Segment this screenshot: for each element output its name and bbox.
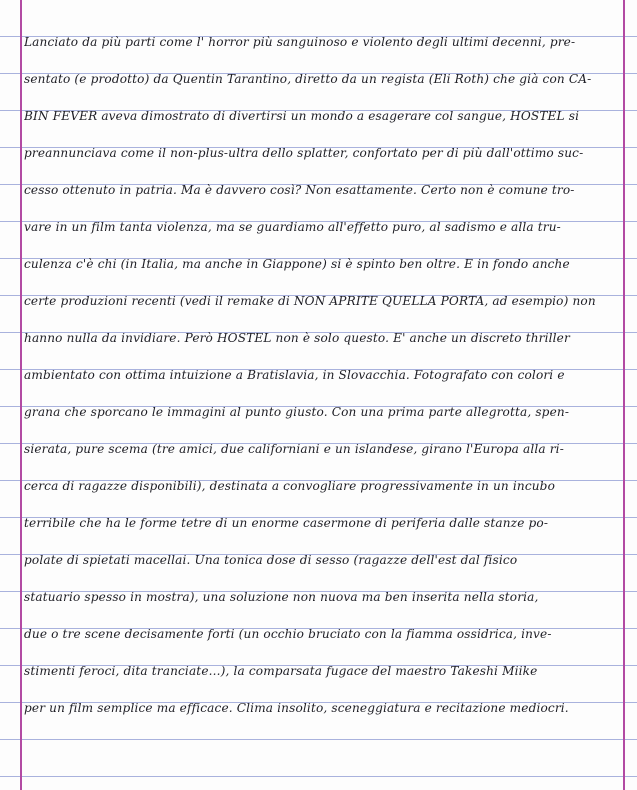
text-line: culenza c'è chi (in Italia, ma anche in Giappone) si è spinto ben oltre. E in fondo anche bbox=[24, 257, 570, 271]
text-line: due o tre scene decisamente forti (un occhio bruciato con la fiamma ossidrica, inve- bbox=[24, 627, 552, 641]
handwritten-text-body bbox=[24, 24, 620, 727]
text-line: ambientato con ottima intuizione a Bratislavia, in Slovacchia. Fotografato con colori e bbox=[24, 368, 565, 382]
text-line: Lanciato da più parti come l' horror più sanguinoso e violento degli ultimi decenni, pre- bbox=[24, 35, 576, 49]
text-line: sierata, pure scema (tre amici, due californiani e un islandese, girano l'Europa alla ri- bbox=[24, 442, 564, 456]
text-line: preannunciava come il non-plus-ultra dello splatter, confortato per di più dall'ottimo suc- bbox=[24, 146, 584, 160]
text-line: terribile che ha le forme tetre di un enorme casermone di periferia dalle stanze po- bbox=[24, 516, 549, 530]
text-line: hanno nulla da invidiare. Però HOSTEL non è solo questo. E' anche un discreto thriller bbox=[24, 331, 570, 345]
left-margin-line bbox=[20, 0, 22, 790]
text-line: BIN FEVER aveva dimostrato di divertirsi un mondo a esagerare col sangue, HOSTEL si bbox=[24, 109, 580, 123]
text-line: stimenti feroci, dita tranciate...), la comparsata fugace del maestro Takeshi Miike bbox=[24, 664, 538, 678]
text-line: vare in un film tanta violenza, ma se guardiamo all'effetto puro, al sadismo e alla tru- bbox=[24, 220, 561, 234]
text-line: statuario spesso in mostra), una soluzione non nuova ma ben inserita nella storia, bbox=[24, 590, 539, 604]
right-margin-line bbox=[623, 0, 625, 790]
text-line: cerca di ragazze disponibili), destinata a convogliare progressivamente in un incubo bbox=[24, 479, 556, 493]
text-line: certe produzioni recenti (vedi il remake di NON APRITE QUELLA PORTA, ad esempio) non bbox=[24, 294, 596, 308]
text-line: polate di spietati macellai. Una tonica dose di sesso (ragazze dell'est dal fisico bbox=[24, 553, 518, 567]
text-line: cesso ottenuto in patria. Ma è davvero così? Non esattamente. Certo non è comune tro- bbox=[24, 183, 575, 197]
text-line: sentato (e prodotto) da Quentin Tarantino, diretto da un regista (Eli Roth) che già con CA- bbox=[24, 72, 592, 86]
text-line: per un film semplice ma efficace. Clima insolito, sceneggiatura e recitazione mediocri. bbox=[24, 701, 569, 715]
text-line: grana che sporcano le immagini al punto giusto. Con una prima parte allegrotta, spen- bbox=[24, 405, 570, 419]
